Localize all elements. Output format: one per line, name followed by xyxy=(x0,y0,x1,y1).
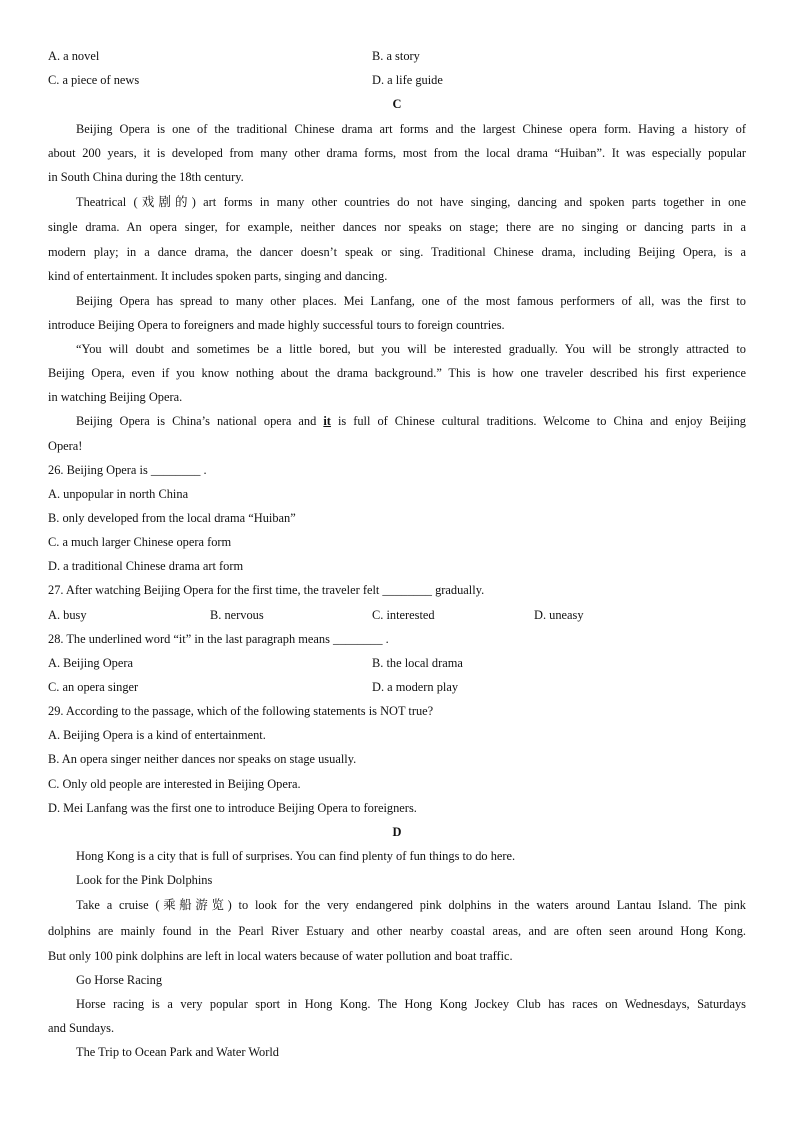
q28-stem: 28. The underlined word “it” in the last paragraph means ________ . xyxy=(48,632,389,646)
d-para1-line1: Take a cruise (乘船游览) to look for the very endangered pink dolphins in the waters around Lantau Island. The pink xyxy=(76,898,746,912)
q26-option-d: D. a traditional Chinese drama art form xyxy=(48,559,244,573)
section-d-heading: D xyxy=(392,825,402,839)
q29-option-d: D. Mei Lanfang was the first one to introduce Beijing Opera to foreigners. xyxy=(48,801,417,815)
c-para2-line2: single drama. An opera singer, for example, neither dances nor speaks on stage; there are no singing or dancing parts in a xyxy=(48,220,746,234)
q29-option-b: B. An opera singer neither dances nor speaks on stage usually. xyxy=(48,752,357,766)
c-para1-line2: about 200 years, it is developed from many other drama forms, most from the local drama “Huiban”. It was especially popular xyxy=(48,146,746,160)
c-para2-line3: modern play; in a dance drama, the dancer doesn’t speak or sing. Traditional Chinese drama, including Beijing Opera, is a xyxy=(48,245,746,259)
q27-option-b: B. nervous xyxy=(210,608,264,622)
d-para1-line3: But only 100 pink dolphins are left in local waters because of water pollution and boat traffic. xyxy=(48,949,513,963)
q27-option-a: A. busy xyxy=(48,608,87,622)
c-para5-after: is full of Chinese cultural traditions. Welcome to China and enjoy Beijing xyxy=(330,414,746,428)
section-c-heading: C xyxy=(392,97,402,111)
underlined-it: it xyxy=(323,414,331,428)
c-para4-line2: Beijing Opera, even if you know nothing about the drama background.” This is how one traveler described his first experience xyxy=(48,366,746,380)
c-para5-line2: Opera! xyxy=(48,439,83,453)
q27-option-c: C. interested xyxy=(372,608,435,622)
d-para2-line1: Horse racing is a very popular sport in Hong Kong. The Hong Kong Jockey Club has races on Wednesdays, Saturdays xyxy=(76,997,746,1011)
d-subheading-horse-racing: Go Horse Racing xyxy=(76,973,163,987)
prev-option-d: D. a life guide xyxy=(372,73,443,87)
c-para4-line3: in watching Beijing Opera. xyxy=(48,390,183,404)
q27-option-d: D. uneasy xyxy=(534,608,584,622)
q27-stem: 27. After watching Beijing Opera for the first time, the traveler felt ________ gradually. xyxy=(48,583,485,597)
q28-option-d: D. a modern play xyxy=(372,680,459,694)
d-subheading-ocean-park: The Trip to Ocean Park and Water World xyxy=(76,1045,279,1059)
prev-option-a: A. a novel xyxy=(48,49,100,63)
d-para1-line2: dolphins are mainly found in the Pearl River Estuary and other nearby coastal areas, and are often seen around Hong Kong. xyxy=(48,924,746,938)
c-para4-line1: “You will doubt and sometimes be a little bored, but you will be interested gradually. You will be strongly attracted to xyxy=(76,342,746,356)
c-para1-line1: Beijing Opera is one of the traditional Chinese drama art forms and the largest Chinese opera form. Having a history of xyxy=(76,122,746,136)
q26-option-b: B. only developed from the local drama “Huiban” xyxy=(48,511,296,525)
q29-option-a: A. Beijing Opera is a kind of entertainment. xyxy=(48,728,266,742)
q29-option-c: C. Only old people are interested in Beijing Opera. xyxy=(48,777,301,791)
c-para1-line3: in South China during the 18th century. xyxy=(48,170,244,184)
q28-option-a: A. Beijing Opera xyxy=(48,656,133,670)
prev-option-c: C. a piece of news xyxy=(48,73,140,87)
d-intro: Hong Kong is a city that is full of surprises. You can find plenty of fun things to do here. xyxy=(76,849,516,863)
c-para2-line4: kind of entertainment. It includes spoken parts, singing and dancing. xyxy=(48,269,388,283)
c-para5-before: Beijing Opera is China’s national opera and xyxy=(76,414,324,428)
c-para3-line2: introduce Beijing Opera to foreigners and made highly successful tours to foreign countries. xyxy=(48,318,505,332)
c-para5-line1 xyxy=(76,413,746,429)
d-para2-line2: and Sundays. xyxy=(48,1021,115,1035)
q28-option-c: C. an opera singer xyxy=(48,680,139,694)
q28-option-b: B. the local drama xyxy=(372,656,463,670)
q29-stem: 29. According to the passage, which of the following statements is NOT true? xyxy=(48,704,434,718)
c-para2-line1: Theatrical (戏剧的) art forms in many other countries do not have singing, dancing and spoken parts together in one xyxy=(76,195,746,209)
c-para3-line1: Beijing Opera has spread to many other places. Mei Lanfang, one of the most famous performers of all, was the first to xyxy=(76,294,746,308)
d-subheading-dolphins: Look for the Pink Dolphins xyxy=(76,873,213,887)
q26-stem: 26. Beijing Opera is ________ . xyxy=(48,463,207,477)
q26-option-c: C. a much larger Chinese opera form xyxy=(48,535,232,549)
prev-option-b: B. a story xyxy=(372,49,420,63)
q26-option-a: A. unpopular in north China xyxy=(48,487,189,501)
